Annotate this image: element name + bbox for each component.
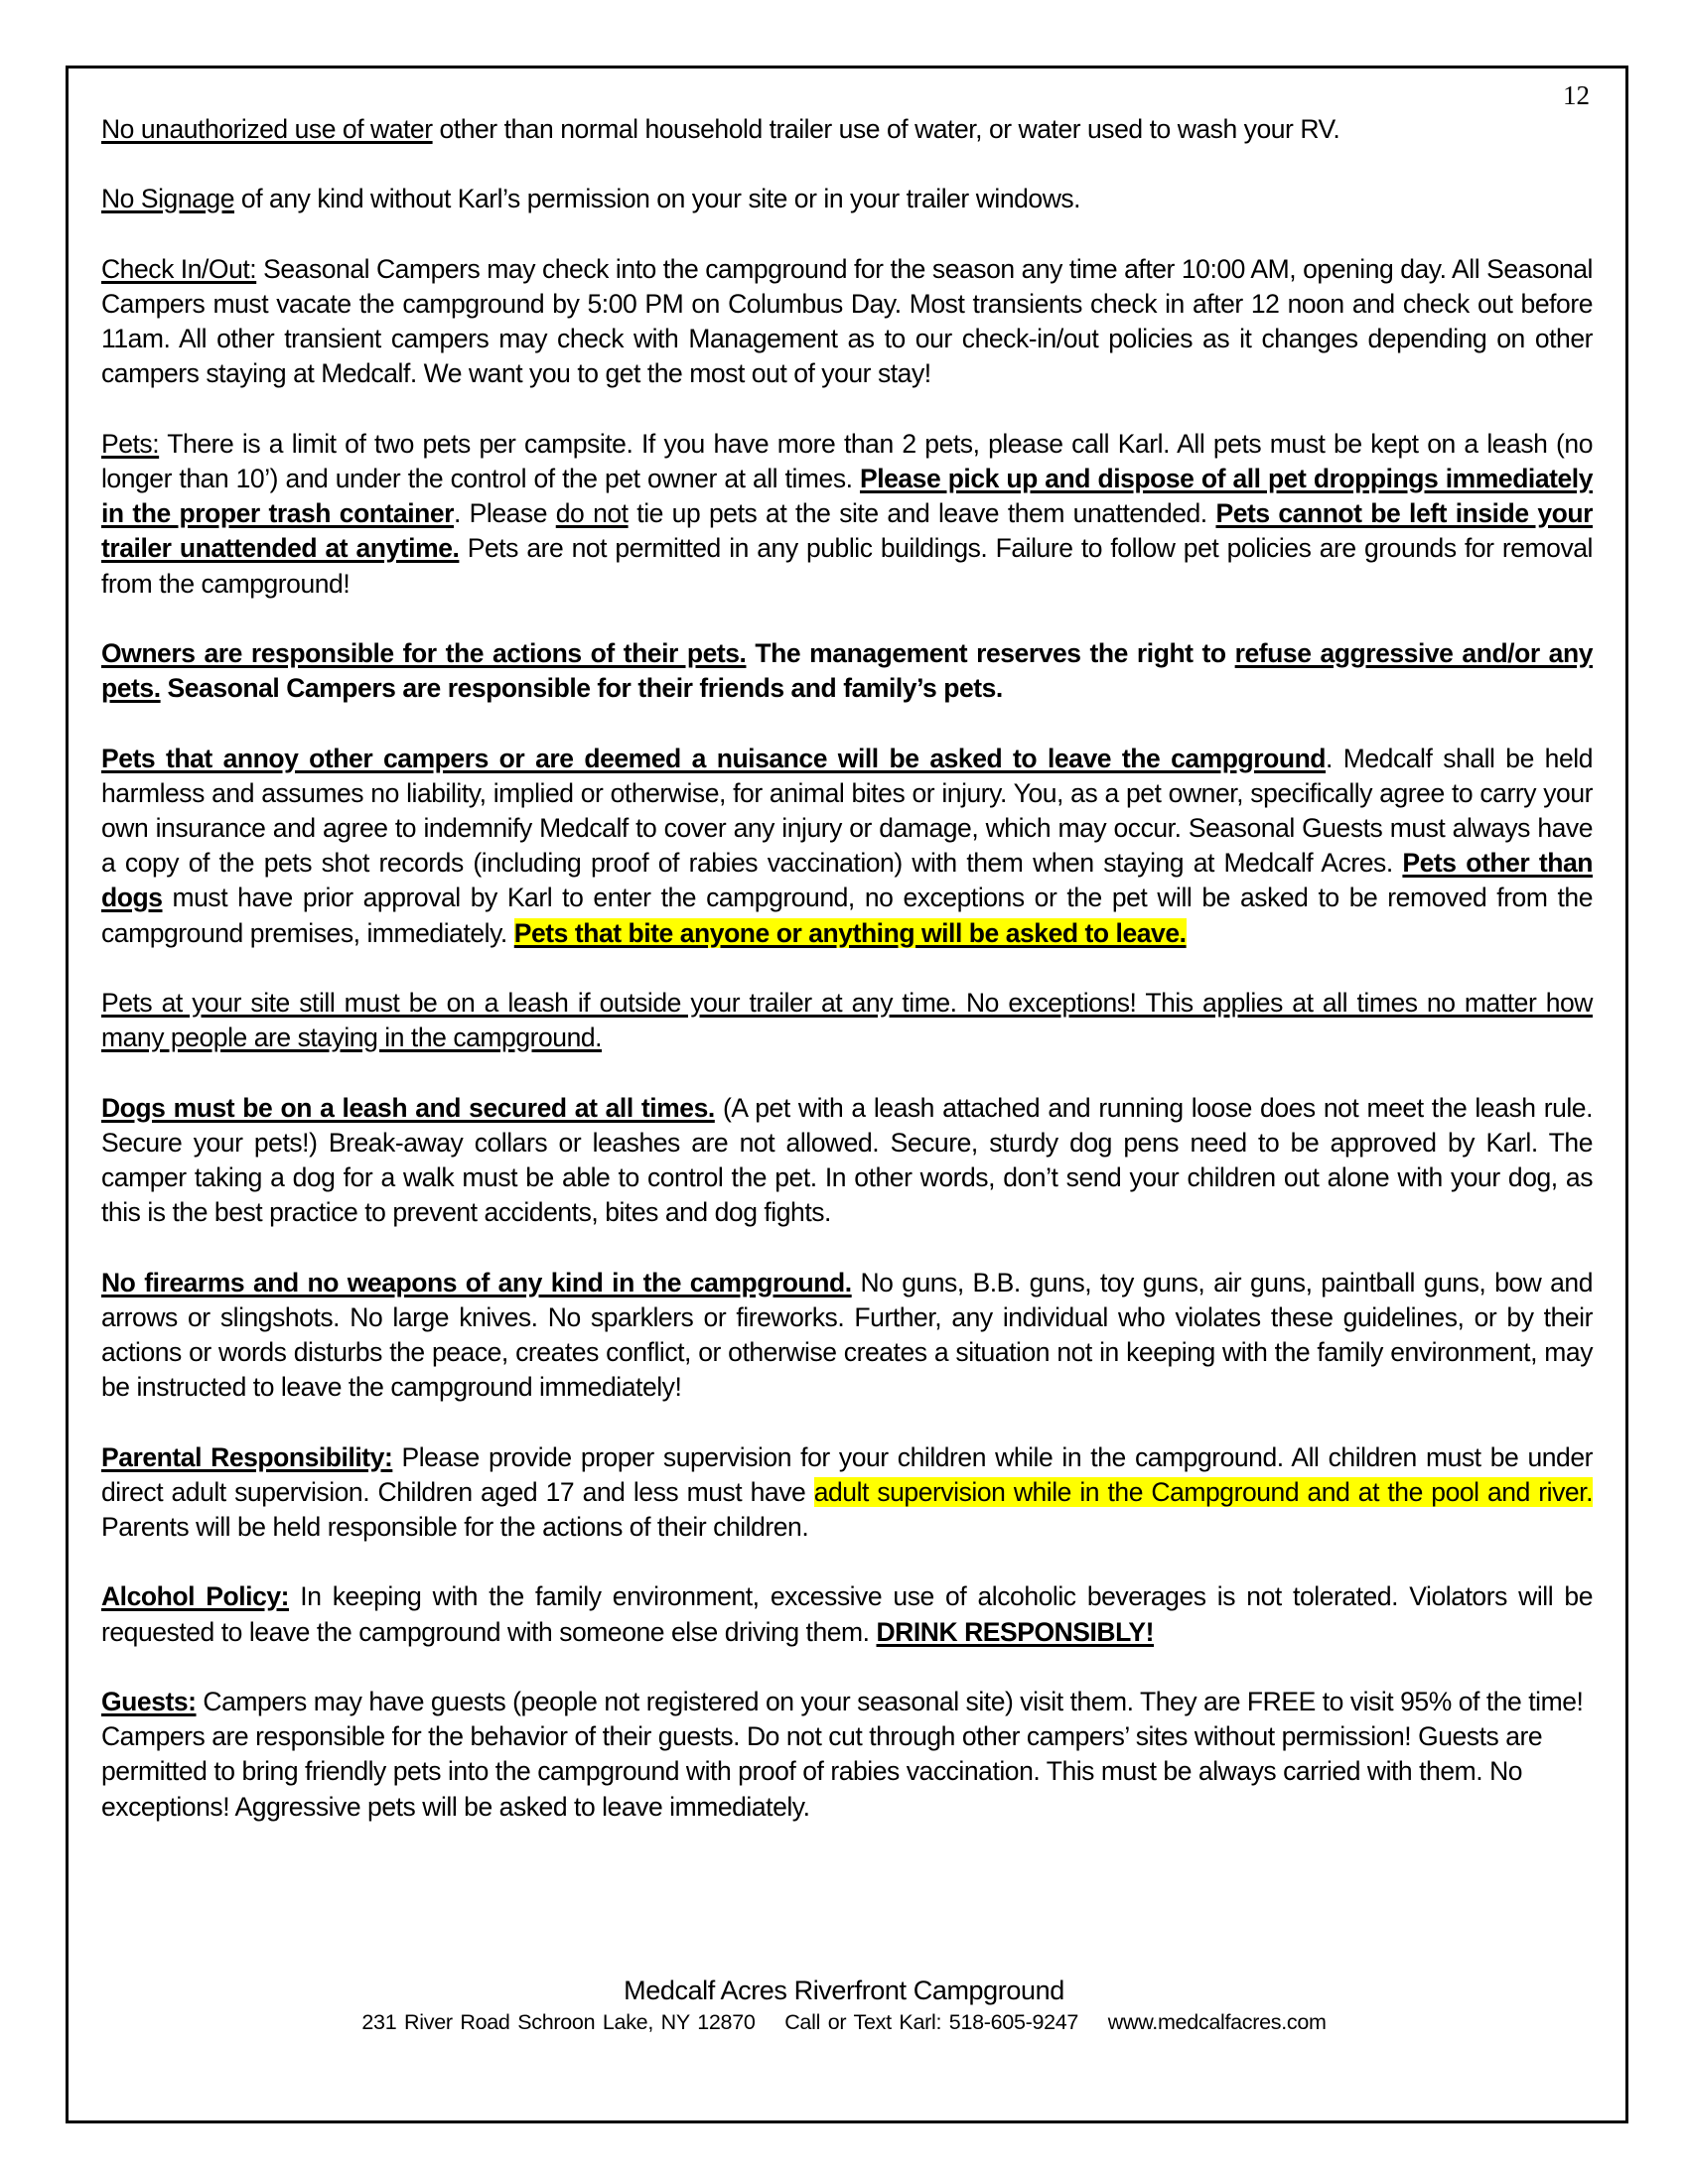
rule-heading: Dogs must be on a leash and secured at all times.: [101, 1092, 715, 1123]
rule-emphasis: pets.: [101, 673, 161, 704]
rule-text: must have prior approval by Karl to enter the campground, no exceptions or the pet will be asked to be removed from the campground premises, immediately.: [101, 883, 1593, 948]
rule-parental: [101, 1440, 1593, 1546]
address: 231 River Road Schroon Lake, NY 12870: [361, 2010, 756, 2034]
rules-content: [101, 112, 1593, 1859]
rule-guests: [101, 1685, 1593, 1825]
rule-firearms: [101, 1266, 1593, 1406]
rule-alcohol: [101, 1579, 1593, 1649]
rule-emphasis: DRINK RESPONSIBLY!: [876, 1616, 1155, 1647]
highlighted-requirement: adult supervision while in the Campground and at the pool and river.: [813, 1476, 1593, 1507]
rule-dogs: [101, 1091, 1593, 1231]
rule-heading: No Signage: [101, 184, 234, 214]
contact-line: [0, 2007, 1688, 2037]
rule-heading: Alcohol Policy:: [101, 1581, 290, 1612]
rule-text: There is a limit of two pets per campsite. If you have more than 2 pets, please call Karl. All pets must be kept on a leash (no longer than 10’) and under the control of the pet owner at all times.: [101, 428, 1593, 493]
rule-text: Pets at your site still must be on a leash if outside your trailer at any time. No exceptions! This applies at all times no matter how many people are staying in the campground.: [101, 987, 1593, 1053]
rule-emphasis: do not: [555, 498, 629, 529]
rule-nuisance: [101, 742, 1593, 951]
rule-text: The management reserves the right to: [746, 637, 1235, 668]
rule-checkin: [101, 252, 1593, 392]
rule-heading: Parental Responsibility:: [101, 1441, 393, 1472]
rule-text: . Medcalf shall be held harmless and assumes no liability, implied or otherwise, for animal bites or injury. You, as a pet owner, specifically agree to carry your own insurance and agree to indemnify Medcalf to cover any injury or damage, which may occur. Seasonal Guests must always have a copy of the pets shot records (including proof of rabies vaccination) with them when staying at Medcalf Acres.: [101, 743, 1593, 879]
rule-heading: No firearms and no weapons of any kind in the campground.: [101, 1267, 852, 1297]
rule-signage: [101, 182, 1593, 216]
rule-text: Pets are not permitted in any public buildings. Failure to follow pet policies are grounds for removal from the campground!: [101, 533, 1593, 599]
phone: Call or Text Karl: 518-605-9247: [784, 2010, 1079, 2034]
page-number: 12: [1563, 80, 1590, 110]
rule-text: other than normal household trailer use of water, or water used to wash your RV.: [432, 114, 1340, 144]
rule-pets: [101, 427, 1593, 602]
rule-heading: Pets:: [101, 428, 160, 459]
rule-heading: Guests:: [101, 1686, 197, 1716]
rule-emphasis: Pets other than dogs: [101, 848, 1593, 913]
rule-text: of any kind without Karl’s permission on your site or in your trailer windows.: [234, 184, 1081, 214]
rule-text: Seasonal Campers are responsible for their friends and family’s pets.: [160, 673, 1003, 704]
rule-water: [101, 112, 1593, 147]
rule-text: No guns, B.B. guns, toy guns, air guns, paintball guns, bow and arrows or slingshots. No large knives. No sparklers or fireworks. Further, any individual who violates these guidelines, or by their actions or words disturbs the peace, creates conflict, or otherwise creates a situation not in keeping with the family environment, may be instructed to leave the campground immediately!: [101, 1267, 1593, 1403]
rule-emphasis: Please pick up and dispose of all pet droppings immediately in the proper trash container: [101, 463, 1593, 529]
page-frame: [66, 66, 1628, 2123]
page-footer: [0, 1974, 1688, 2037]
rule-text: . Please: [454, 498, 556, 529]
rule-text: Please provide proper supervision for your children while in the campground. All children must be under direct adult supervision. Children aged 17 and less must have: [101, 1441, 1593, 1507]
rule-emphasis: Pets cannot be left inside your trailer unattended at anytime.: [101, 498, 1593, 564]
rule-text: Seasonal Campers may check into the campground for the season any time after 10:00 AM, opening day. All Seasonal Campers must vacate the campground by 5:00 PM on Columbus Day. Most transients check in after 12 noon and check out before 11am. All other transient campers may check with Management as to our check-in/out policies as it changes depending on other campers staying at Medcalf. We want you to get the most out of your stay!: [101, 253, 1593, 389]
rule-text: In keeping with the family environment, excessive use of alcoholic beverages is not tolerated. Violators will be requested to leave the campground with someone else driving them.: [101, 1581, 1593, 1647]
rule-text: Parents will be held responsible for the actions of their children.: [101, 1511, 809, 1542]
website-link[interactable]: www.medcalfacres.com: [1107, 2010, 1327, 2034]
rule-heading: Check In/Out:: [101, 253, 257, 284]
rule-heading: Pets that annoy other campers or are deemed a nuisance will be asked to leave the campground: [101, 743, 1327, 773]
rule-owners: [101, 636, 1593, 706]
rule-heading: No unauthorized use of water: [101, 114, 433, 144]
rule-text: (A pet with a leash attached and running loose does not meet the leash rule. Secure your pets!) Break-away collars or leashes are not allowed. Secure, sturdy dog pens need to be approved by Karl. The camper taking a dog for a walk must be able to control the pet. In other words, don’t send your children out alone with your dog, as this is the best practice to prevent accidents, bites and dog fights.: [101, 1092, 1593, 1228]
rule-heading: Owners are responsible for the actions of their pets.: [101, 637, 747, 668]
rule-text: tie up pets at the site and leave them unattended.: [628, 498, 1216, 529]
highlighted-warning: Pets that bite anyone or anything will be asked to leave.: [513, 917, 1187, 948]
campground-name: Medcalf Acres Riverfront Campground: [624, 1976, 1064, 2005]
rule-text: Campers may have guests (people not registered on your seasonal site) visit them. They are FREE to visit 95% of the time! Campers are responsible for the behavior of their guests. Do not cut through other campers’ sites without permission! Guests are permitted to bring friendly pets into the campground with proof of rabies vaccination. This must be always carried with them. No exceptions! Aggressive pets will be asked to leave immediately.: [101, 1686, 1584, 1822]
rule-emphasis: refuse aggressive and/or any: [1234, 637, 1593, 668]
rule-leash-site: [101, 986, 1593, 1055]
